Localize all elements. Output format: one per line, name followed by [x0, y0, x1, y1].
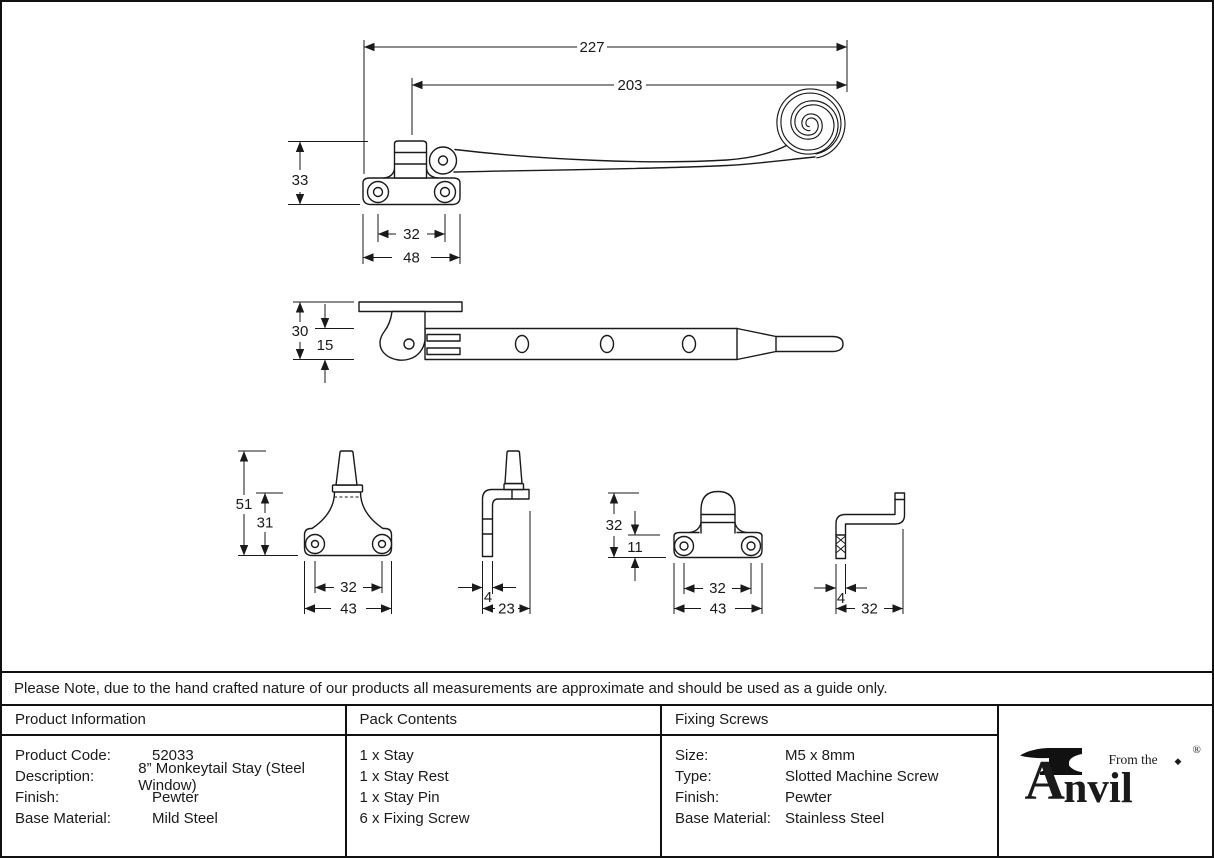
spec-label: Finish: [15, 788, 60, 806]
spec-value: 8” Monkeytail Stay (Steel Window) [138, 759, 305, 794]
dim-pin-hole-spacing: 32 [340, 579, 357, 596]
brand-column [999, 705, 1213, 857]
measurement-note: Please Note, due to the hand crafted nature of our products all measurements are approximate and should be used as a guide only. [2, 671, 1212, 706]
spec-value: Stainless Steel [785, 809, 885, 827]
drawing-stay-plan-view [292, 302, 843, 383]
dim-pin-overall-height: 51 [235, 496, 253, 513]
dim-stay-base-width: 48 [403, 249, 420, 267]
dim-stay-overall-length: 227 [579, 39, 605, 56]
spec-row [675, 787, 997, 808]
spec-table [2, 705, 1212, 857]
spec-label: Base Material: [15, 809, 111, 827]
dim-stay-curl-length: 203 [617, 77, 643, 94]
logo-from-the: From the [1108, 751, 1158, 767]
spec-value: Slotted Machine Screw [785, 768, 939, 786]
dim-plan-overall-depth: 30 [291, 323, 309, 340]
dim-pin-plate-thickness: 4 [483, 589, 493, 606]
spec-row [675, 766, 997, 787]
pack-item: 1 x Stay Pin [359, 788, 440, 806]
pack-contents-header: Pack Contents [347, 705, 661, 736]
spec-label: Base Material: [675, 809, 771, 827]
diamond-icon: ◆ [1174, 755, 1182, 766]
pack-item: 6 x Fixing Screw [359, 809, 470, 827]
pack-item: 1 x Stay [359, 747, 414, 765]
fixing-screws-column [662, 705, 999, 857]
product-information-header: Product Information [2, 705, 345, 736]
dim-pin-height: 31 [256, 514, 274, 532]
product-information-column [2, 705, 347, 857]
spec-row [15, 759, 345, 794]
dim-pin-depth: 23 [498, 600, 515, 618]
dim-rest-plate-height: 11 [627, 539, 643, 556]
spec-value: M5 x 8mm [785, 747, 856, 765]
drawing-stay-rest-front [606, 490, 762, 618]
logo-rest-letters: nvil [1063, 764, 1133, 812]
technical-drawing [2, 2, 1211, 670]
registered-mark: ® [1192, 743, 1201, 756]
dim-rest-base-width: 43 [709, 600, 727, 618]
dim-rest-depth: 32 [861, 600, 878, 618]
spec-row [15, 808, 345, 829]
spec-value: Pewter [785, 788, 832, 806]
pack-contents-column [347, 705, 663, 857]
dim-stay-bracket-height: 33 [291, 172, 309, 189]
spec-value: Mild Steel [152, 809, 218, 827]
from-the-anvil-logo [1017, 745, 1212, 817]
drawing-stay-pin-front [236, 451, 392, 618]
dim-rest-overall-height: 32 [605, 517, 623, 534]
spec-value: 52033 [152, 747, 194, 765]
dim-rest-plate-thickness: 4 [836, 590, 846, 607]
logo-big-letter: A [1024, 749, 1065, 812]
spec-row [675, 746, 997, 767]
spec-label: Finish: [675, 788, 720, 806]
dim-pin-base-width: 43 [340, 600, 357, 618]
dim-plan-bar-depth: 15 [316, 337, 334, 354]
spec-label: Product Code: [15, 747, 111, 765]
spec-label: Type: [675, 768, 712, 786]
spec-row [675, 808, 997, 829]
spec-label: Size: [675, 747, 709, 765]
drawing-stay-rest-side [814, 493, 905, 618]
pack-item: 1 x Stay Rest [359, 768, 449, 786]
dim-rest-hole-spacing: 32 [709, 580, 726, 597]
drawing-stay-pin-side [458, 451, 530, 618]
dim-stay-hole-spacing: 32 [403, 226, 420, 243]
drawing-stay-side-view [288, 39, 847, 267]
fixing-screws-header: Fixing Screws [662, 705, 997, 736]
spec-value: Pewter [152, 788, 199, 806]
spec-label: Description: [15, 768, 95, 786]
